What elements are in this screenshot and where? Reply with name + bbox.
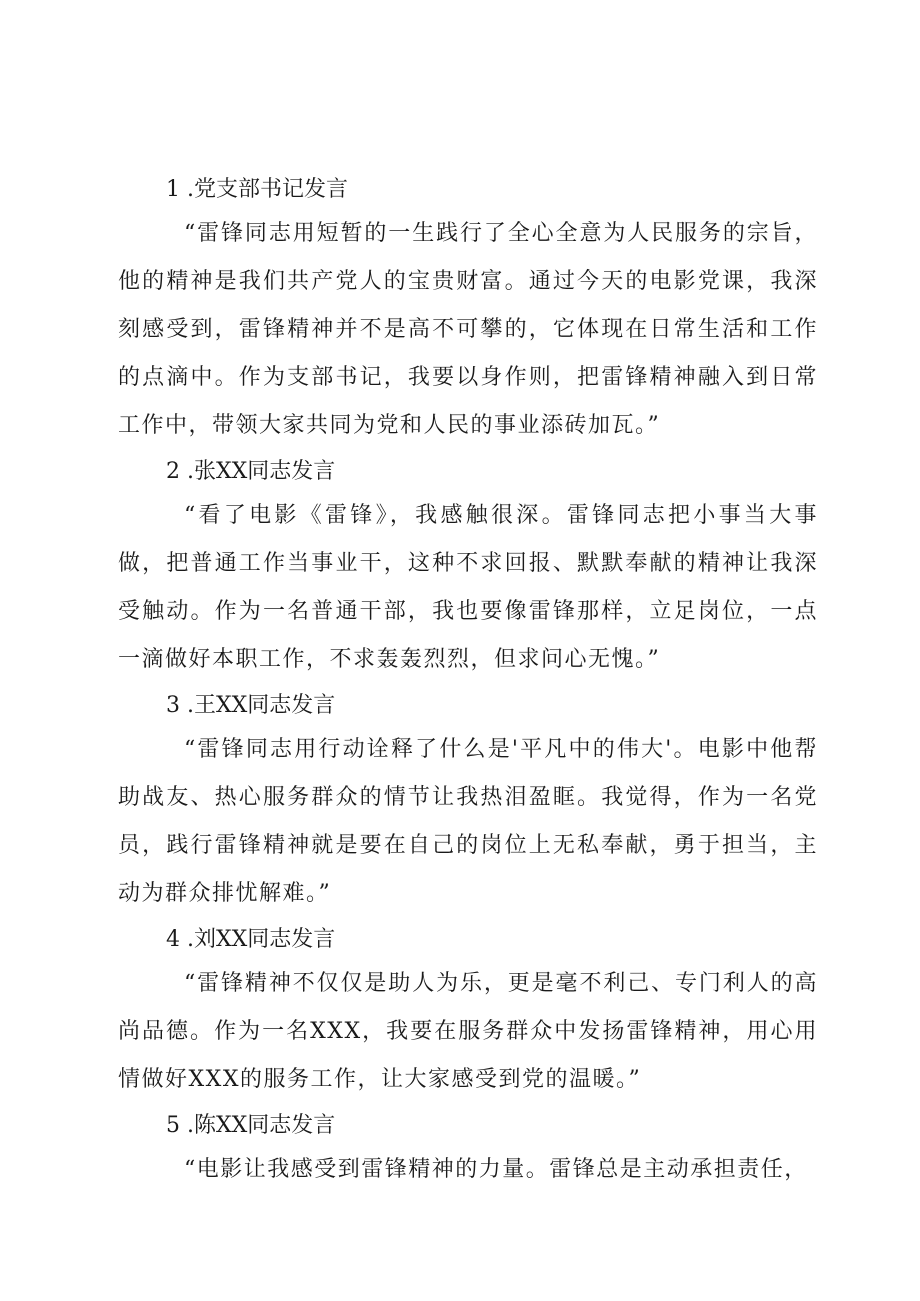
section-heading: 4 .刘XX同志发言: [166, 927, 336, 952]
document-body: [118, 170, 818, 1194]
section-wang: [118, 686, 818, 918]
section-heading: 5 .陈XX同志发言: [166, 1113, 336, 1138]
section-heading: 1 .党支部书记发言: [166, 177, 348, 202]
section-heading: 3 .王XX同志发言: [166, 693, 336, 718]
section-paragraph: “雷锋精神不仅仅是助人为乐，更是毫不利己、专门利人的高尚品德。作为一名XXX，我要在服务群众中发扬雷锋精神，用心用情做好XXX的服务工作，让大家感受到党的温暖。”: [118, 971, 818, 1092]
section-paragraph: “雷锋同志用短暂的一生践行了全心全意为人民服务的宗旨，他的精神是我们共产党人的宝贵财富。通过今天的电影党课，我深刻感受到，雷锋精神并不是高不可攀的，它体现在日常生活和工作的点滴中。作为支部书记，我要以身作则，把雷锋精神融入到日常工作中，带领大家共同为党和人民的事业添砖加瓦。”: [118, 221, 818, 438]
section-party-secretary: [118, 170, 818, 450]
section-chen: [118, 1106, 818, 1194]
section-zhang: [118, 452, 818, 684]
section-liu: [118, 920, 818, 1104]
section-heading: 2 .张XX同志发言: [166, 459, 336, 484]
section-paragraph: “雷锋同志用行动诠释了什么是'平凡中的伟大'。电影中他帮助战友、热心服务群众的情节让我热泪盈眶。我觉得，作为一名党员，践行雷锋精神就是要在自己的岗位上无私奉献，勇于担当，主动为群众排忧解难。”: [118, 737, 818, 906]
section-paragraph: “电影让我感受到雷锋精神的力量。雷锋总是主动承担责任，: [184, 1157, 808, 1182]
section-paragraph: “看了电影《雷锋》，我感触很深。雷锋同志把小事当大事做，把普通工作当事业干，这种不求回报、默默奉献的精神让我深受触动。作为一名普通干部，我也要像雷锋那样，立足岗位，一点一滴做好本职工作，不求轰轰烈烈，但求问心无愧。”: [118, 503, 818, 672]
